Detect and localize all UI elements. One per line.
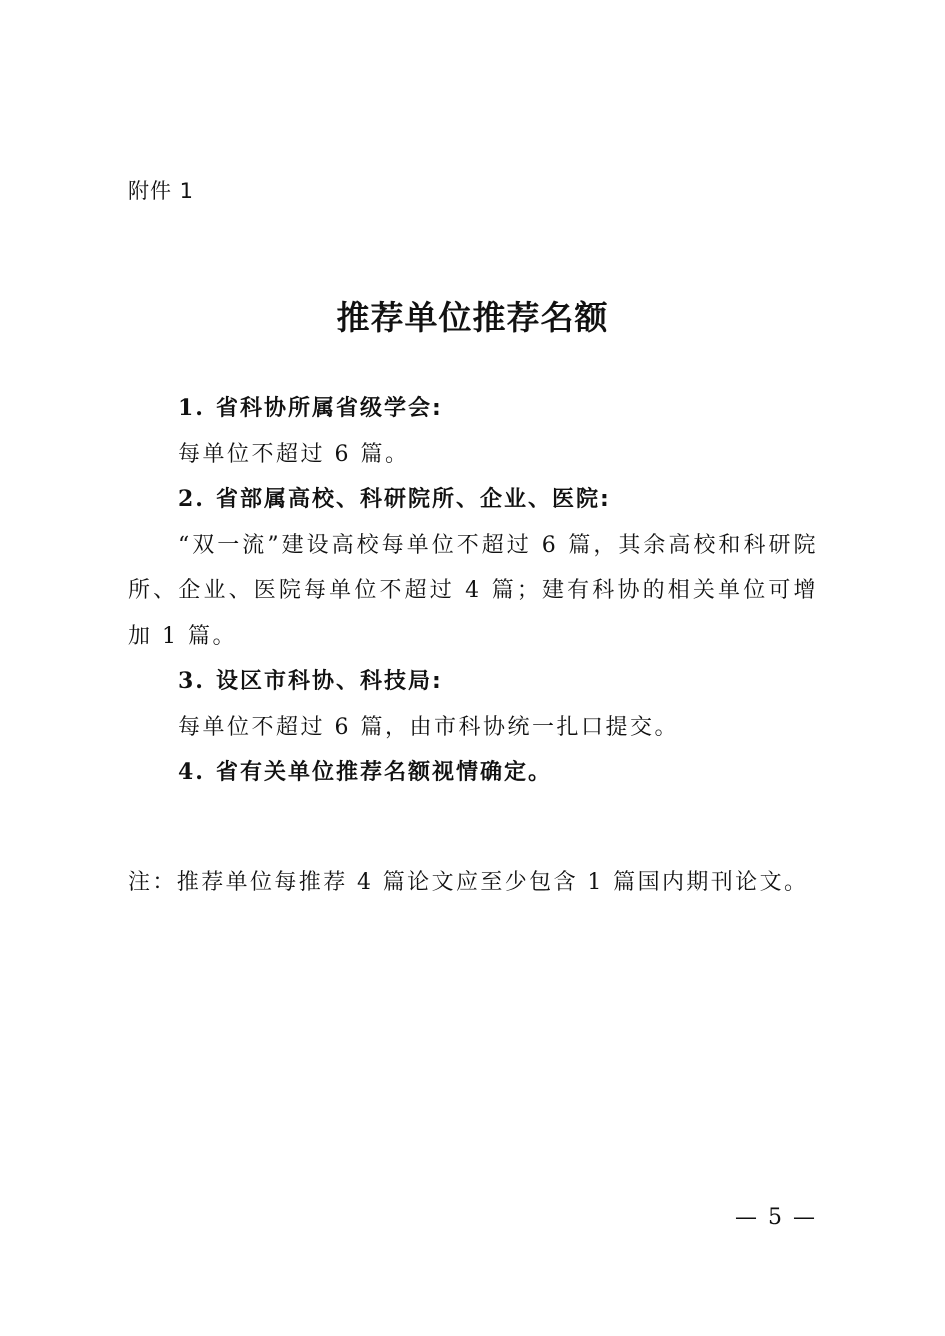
section-heading — [128, 386, 818, 432]
section-number: 1. — [178, 395, 205, 421]
section-number: 4. — [178, 759, 205, 785]
page-number: — 5 — — [735, 1205, 817, 1230]
section-heading-text: 省有关单位推荐名额视情确定。 — [216, 760, 553, 785]
document-note: 注：推荐单位每推荐 4 篇论文应至少包含 1 篇国内期刊论文。 — [128, 870, 809, 895]
attachment-label: 附件 1 — [128, 179, 195, 203]
document-title: 推荐单位推荐名额 — [336, 298, 609, 338]
section-heading — [128, 477, 818, 523]
section-heading — [128, 750, 818, 796]
section-heading-text: 省科协所属省级学会: — [216, 396, 443, 421]
section-heading-text: 省部属高校、科研院所、企业、医院: — [216, 487, 611, 512]
section-heading-text: 设区市科协、科技局: — [216, 669, 443, 694]
section-text: 每单位不超过 6 篇。 — [178, 441, 410, 467]
section-number: 2. — [178, 486, 205, 512]
section-text: “双一流”建设高校每单位不超过 6 篇，其余高校和科研院所、企业、医院每单位不超过 4 篇；建有科协的相关单位可增加 1 篇。 — [128, 532, 818, 649]
section-text: 每单位不超过 6 篇，由市科协统一扎口提交。 — [178, 714, 679, 740]
section-heading — [128, 659, 818, 705]
section-number: 3. — [178, 668, 205, 694]
quota-list — [128, 386, 818, 796]
